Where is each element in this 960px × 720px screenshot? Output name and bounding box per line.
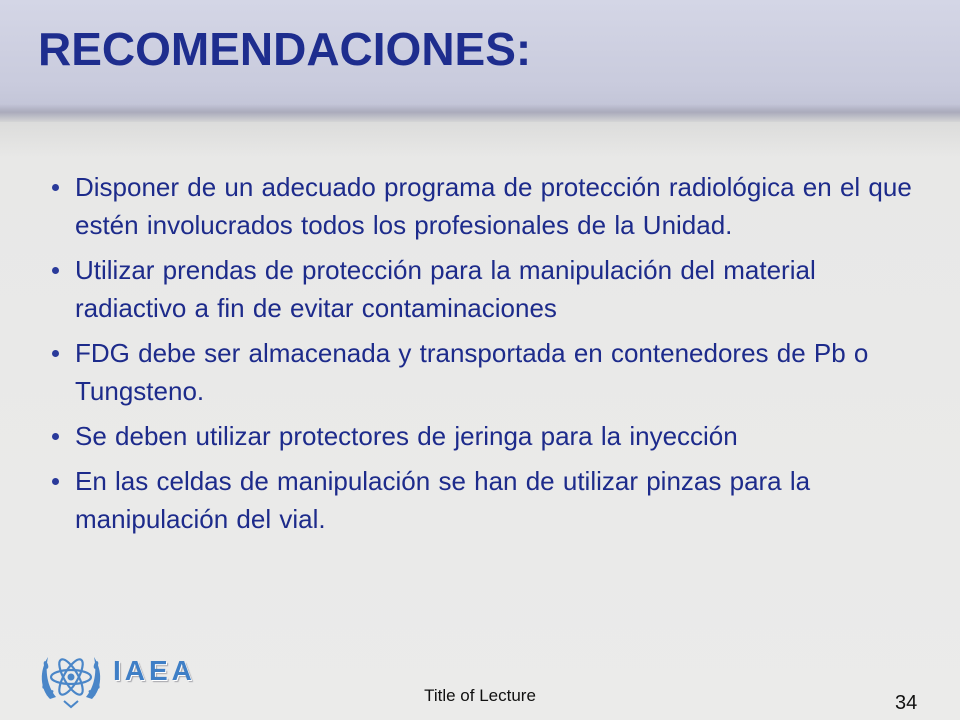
bullet-dot-icon [52,267,59,274]
bullet-text: FDG debe ser almacenada y transportada en contenedores de Pb o Tungsteno. [75,338,869,406]
bullet-dot-icon [52,478,59,485]
bullet-text: Disponer de un adecuado programa de protección radiológica en el que estén involucrados todos los profesionales de la Unidad. [75,172,912,240]
bullet-item [48,462,928,538]
bullet-dot-icon [52,350,59,357]
bullet-item [48,417,928,455]
page-number: 34 [895,692,918,714]
slide-title: RECOMENDACIONES: [38,23,532,75]
lecture-title: Title of Lecture [424,686,536,705]
bullet-dot-icon [52,433,59,440]
bullet-item [48,251,928,327]
bullet-text: En las celdas de manipulación se han de utilizar pinzas para la manipulación del vial. [75,466,811,534]
bullet-dot-icon [52,184,59,191]
bullet-text: Se deben utilizar protectores de jeringa para la inyección [75,421,738,451]
bullet-list [48,168,928,545]
bullet-text: Utilizar prendas de protección para la manipulación del material radiactivo a fin de evitar contaminaciones [75,255,816,323]
iaea-wordmark: IAEA [113,655,196,686]
bullet-item [48,168,928,244]
bullet-item [48,334,928,410]
header-shadow [0,104,960,122]
